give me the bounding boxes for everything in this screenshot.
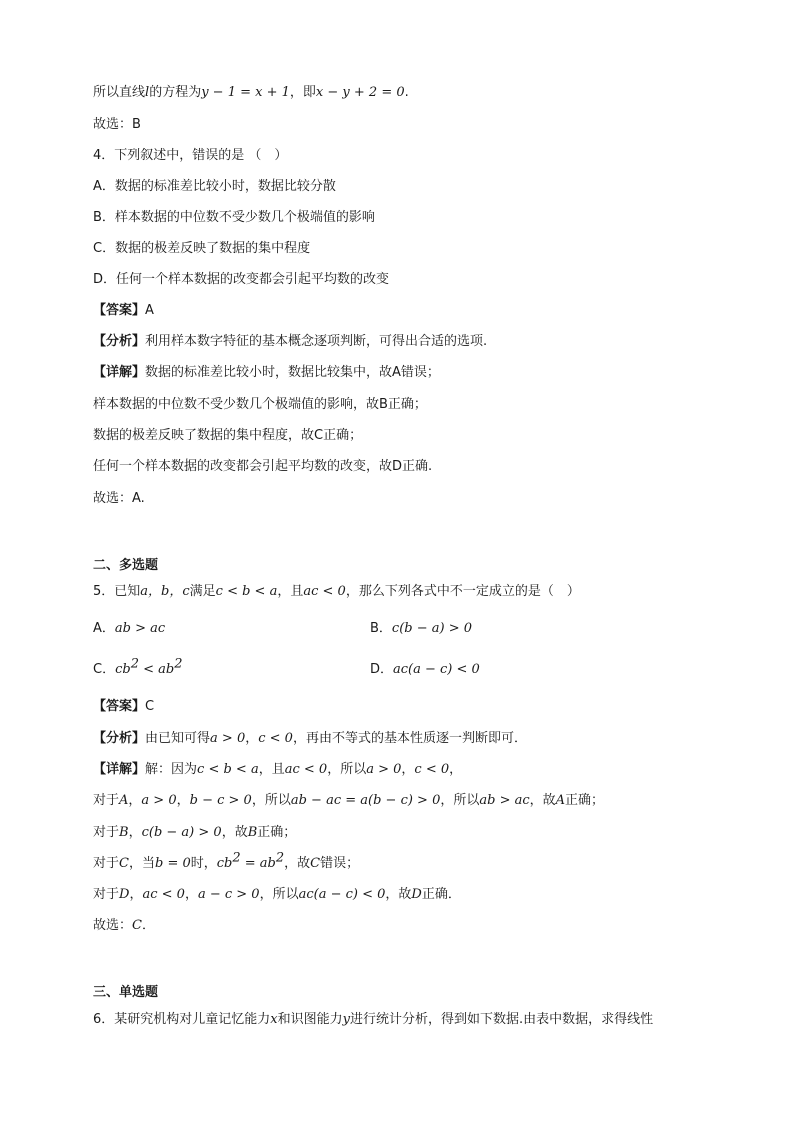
q5-option-b: B．c(b − a) > 0: [370, 621, 473, 636]
q4-answer: 【答案】A: [93, 303, 154, 318]
q5-options-row-2: [93, 656, 653, 679]
q5-options-row-1: [93, 620, 653, 638]
section-heading-multi: 二、多选题: [93, 558, 159, 573]
q5-answer: 【答案】C: [93, 699, 155, 714]
q4-option-b: B．样本数据的中位数不受少数几个极端值的影响: [93, 210, 375, 225]
q4-option-c: C．数据的极差反映了数据的集中程度: [93, 241, 311, 256]
q3-choice: 故选：B: [93, 117, 141, 132]
q5-detail-2: 对于A，a > 0，b − c > 0，所以ab − ac = a(b − c) > 0，所以ab > ac，故A正确；: [93, 793, 605, 808]
q5-detail-5: 对于D，ac < 0，a − c > 0，所以ac(a − c) < 0，故D正确．: [93, 887, 461, 902]
q5-stem: 5．已知a，b，c满足c < b < a，且ac < 0，那么下列各式中不一定成立的是（ ）: [93, 584, 580, 599]
q6-stem: 6．某研究机构对儿童记忆能力x和识图能力y进行统计分析，得到如下数据.由表中数据，求得线性: [93, 1012, 654, 1027]
q5-detail-1: 【详解】解：因为c < b < a，且ac < 0，所以a > 0，c < 0，: [93, 762, 463, 777]
q4-detail-3: 数据的极差反映了数据的集中程度，故C正确；: [93, 428, 363, 443]
q5-detail-4: 对于C，当b = 0时，$cb^2 = ab^2$，故C错误；: [93, 850, 360, 871]
q5-analysis: 【分析】由已知可得a > 0，c < 0，再由不等式的基本性质逐一判断即可．: [93, 731, 527, 746]
q4-option-a: A．数据的标准差比较小时，数据比较分散: [93, 179, 336, 194]
q4-analysis: 【分析】利用样本数字特征的基本概念逐项判断，可得出合适的选项.: [93, 334, 488, 349]
q4-stem: 4．下列叙述中，错误的是 （ ）: [93, 148, 288, 163]
q4-choice: 故选：A.: [93, 491, 145, 506]
section-heading-single: 三、单选题: [93, 985, 159, 1000]
q5-detail-3: 对于B，c(b − a) > 0，故B正确；: [93, 825, 297, 840]
q4-detail-4: 任何一个样本数据的改变都会引起平均数的改变，故D正确.: [93, 459, 433, 474]
equation: y − 1 = x + 1: [201, 85, 290, 100]
q5-option-a: A．ab > ac: [93, 621, 166, 636]
q5-option-c: C．$cb^2 < ab^2$: [93, 656, 183, 677]
equation: x − y + 2 = 0: [315, 85, 405, 100]
q5-option-d: D．ac(a − c) < 0: [370, 662, 480, 677]
q4-option-d: D．任何一个样本数据的改变都会引起平均数的改变: [93, 272, 390, 287]
q4-detail-1: 【详解】数据的标准差比较小时，数据比较集中，故A错误；: [93, 365, 440, 380]
q4-detail-2: 样本数据的中位数不受少数几个极端值的影响，故B正确；: [93, 397, 427, 412]
q3-conclusion-line: 所以直线l的方程为y − 1 = x + 1，即x − y + 2 = 0.: [93, 85, 409, 100]
q5-choice: 故选：C．: [93, 918, 155, 933]
